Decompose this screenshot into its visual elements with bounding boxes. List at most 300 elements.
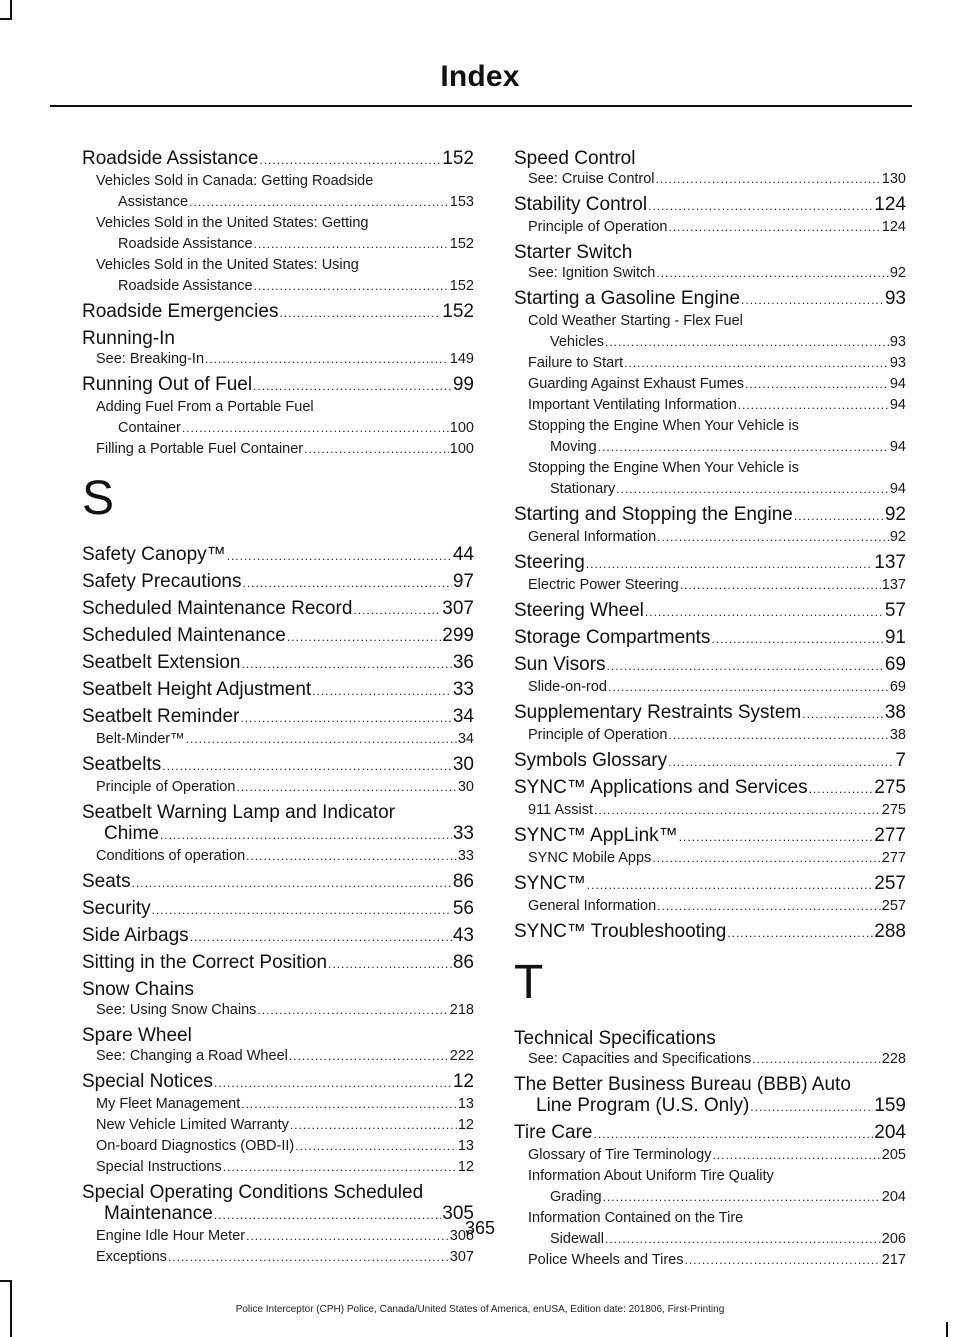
index-line xyxy=(514,1122,906,1145)
index-subentry[interactable] xyxy=(514,896,906,917)
index-line xyxy=(96,1136,474,1157)
page-ref: 205 xyxy=(881,1147,906,1163)
entry-text: Running Out of Fuel xyxy=(82,374,253,395)
index-subentry[interactable] xyxy=(514,374,906,395)
index-line xyxy=(528,1187,906,1208)
page-ref: 275 xyxy=(881,802,906,818)
entry-text: Special Notices xyxy=(82,1071,213,1092)
index-subentry[interactable] xyxy=(82,397,474,439)
index-line xyxy=(82,898,474,921)
page-ref: 92 xyxy=(884,504,906,525)
index-line xyxy=(82,925,474,948)
entry-text: Stability Control xyxy=(514,194,648,215)
leader-dots xyxy=(223,1157,457,1178)
page-ref: 36 xyxy=(452,652,474,673)
index-line xyxy=(514,627,906,650)
index-line xyxy=(528,263,906,284)
leader-dots xyxy=(254,234,449,255)
crop-mark xyxy=(0,18,12,20)
entry-text: Technical Specifications xyxy=(514,1028,716,1049)
leader-dots xyxy=(242,573,451,594)
entry-text: Scheduled Maintenance Record xyxy=(82,598,353,619)
page-ref: 277 xyxy=(874,825,906,846)
index-entry[interactable] xyxy=(82,328,474,349)
leader-dots xyxy=(189,192,449,213)
entry-text: Special Instructions xyxy=(96,1159,222,1175)
index-line xyxy=(528,169,906,190)
leader-dots xyxy=(752,1049,881,1070)
leader-dots xyxy=(603,1187,881,1208)
index-entry[interactable] xyxy=(82,625,474,648)
page-ref: 86 xyxy=(452,871,474,892)
entry-text: Sitting in the Correct Position xyxy=(82,952,328,973)
index-subentry[interactable] xyxy=(514,217,906,238)
index-line xyxy=(96,439,474,460)
index-entry[interactable] xyxy=(82,652,474,675)
index-entry[interactable] xyxy=(514,242,906,263)
leader-dots xyxy=(593,1124,873,1145)
entry-text: Special Operating Conditions Scheduled xyxy=(82,1182,424,1203)
page-ref: 86 xyxy=(452,952,474,973)
entry-text: Supplementary Restraints System xyxy=(514,702,802,723)
entry-text: Conditions of operation xyxy=(96,848,246,864)
entry-text: Engine Idle Hour Meter xyxy=(96,1228,246,1244)
leader-dots xyxy=(304,439,449,460)
page-ref: 94 xyxy=(889,481,906,497)
entry-text: Speed Control xyxy=(514,148,636,169)
page-ref: 99 xyxy=(452,374,474,395)
index-subentry[interactable] xyxy=(82,439,474,460)
entry-text: Exceptions xyxy=(96,1249,167,1265)
index-line xyxy=(96,349,474,370)
leader-dots xyxy=(257,1000,448,1021)
index-subentry[interactable] xyxy=(514,677,906,698)
leader-dots xyxy=(657,527,889,548)
index-subentry[interactable] xyxy=(82,1157,474,1178)
index-subentry[interactable] xyxy=(514,575,906,596)
index-subentry[interactable] xyxy=(514,1145,906,1166)
index-line xyxy=(528,896,906,917)
page-ref: 149 xyxy=(449,351,474,367)
leader-dots xyxy=(657,896,881,917)
page-ref: 30 xyxy=(452,754,474,775)
index-line xyxy=(96,1115,474,1136)
page-ref: 222 xyxy=(449,1048,474,1064)
index-line xyxy=(514,288,906,311)
index-entry[interactable] xyxy=(82,925,474,948)
entry-text: SYNC Mobile Apps xyxy=(528,850,652,866)
index-line xyxy=(528,332,906,353)
index-line xyxy=(82,1071,474,1094)
page-ref: 288 xyxy=(874,921,906,942)
index-line xyxy=(514,750,906,773)
entry-text: Seats xyxy=(82,871,131,892)
page-ref: 94 xyxy=(889,397,906,413)
entry-text: Roadside Emergencies xyxy=(82,301,279,322)
leader-dots xyxy=(745,374,889,395)
index-subentry[interactable] xyxy=(514,1250,906,1271)
entry-text: Seatbelt Extension xyxy=(82,652,241,673)
page-ref: 92 xyxy=(889,265,906,281)
page-ref: 44 xyxy=(452,544,474,565)
leader-dots xyxy=(648,196,873,217)
entry-text: Snow Chains xyxy=(82,979,194,1000)
entry-text: New Vehicle Limited Warranty xyxy=(96,1117,289,1133)
index-line xyxy=(82,652,474,675)
leader-dots xyxy=(645,602,884,623)
index-entry[interactable] xyxy=(514,627,906,650)
leader-dots xyxy=(794,506,884,527)
entry-text: See: Capacities and Specifications xyxy=(528,1051,752,1067)
entry-text: Assistance xyxy=(118,194,189,210)
index-subentry[interactable] xyxy=(82,1046,474,1067)
leader-dots xyxy=(668,217,880,238)
entry-text: Steering xyxy=(514,552,585,573)
index-subentry[interactable] xyxy=(82,1136,474,1157)
index-subentry[interactable] xyxy=(82,729,474,750)
page-ref: 305 xyxy=(442,1203,474,1224)
entry-text: Starter Switch xyxy=(514,242,633,263)
entry-text: Roadside Assistance xyxy=(118,278,253,294)
index-line xyxy=(514,777,906,800)
index-line xyxy=(528,575,906,596)
index-line xyxy=(82,706,474,729)
index-entry[interactable] xyxy=(82,871,474,894)
index-entry[interactable] xyxy=(514,1028,906,1049)
page-ref: 30 xyxy=(457,779,474,795)
entry-text: See: Changing a Road Wheel xyxy=(96,1048,288,1064)
leader-dots xyxy=(162,756,452,777)
entry-text: Safety Precautions xyxy=(82,571,242,592)
entry-text: Spare Wheel xyxy=(82,1025,192,1046)
page-ref: 152 xyxy=(442,301,474,322)
index-entry[interactable] xyxy=(82,374,474,397)
page-ref: 206 xyxy=(881,1231,906,1247)
leader-dots xyxy=(160,825,452,846)
page-ref: 124 xyxy=(881,219,906,235)
page-ref: 33 xyxy=(457,848,474,864)
leader-dots xyxy=(132,873,452,894)
leader-dots xyxy=(685,1250,881,1271)
leader-dots xyxy=(605,332,889,353)
footer-edition: Police Interceptor (CPH) Police, Canada/United States of America, enUSA, Edition date: 201806, First-Printing xyxy=(235,1304,725,1315)
page-ref: 124 xyxy=(874,194,906,215)
index-line xyxy=(514,1095,906,1118)
leader-dots xyxy=(668,752,894,773)
index-subentry[interactable] xyxy=(514,311,906,353)
entry-text: Vehicles Sold in the United States: Using xyxy=(96,257,359,273)
index-line xyxy=(96,1094,474,1115)
index-line xyxy=(96,234,474,255)
index-entry[interactable] xyxy=(514,504,906,527)
index-subentry[interactable] xyxy=(514,353,906,374)
page-ref: 34 xyxy=(457,731,474,747)
index-entry[interactable] xyxy=(82,754,474,777)
page-ref: 228 xyxy=(881,1051,906,1067)
entry-text: See: Breaking-In xyxy=(96,351,205,367)
index-subentry[interactable] xyxy=(514,1166,906,1208)
entry-text: Storage Compartments xyxy=(514,627,711,648)
index-entry[interactable] xyxy=(82,679,474,702)
index-entry[interactable] xyxy=(82,1025,474,1046)
entry-text: Police Wheels and Tires xyxy=(528,1252,684,1268)
index-subentry[interactable] xyxy=(82,349,474,370)
section-letter: T xyxy=(514,956,544,1009)
index-entry[interactable] xyxy=(514,288,906,311)
page-ref: 153 xyxy=(449,194,474,210)
index-subentry[interactable] xyxy=(514,725,906,746)
index-entry[interactable] xyxy=(514,148,906,169)
index-entry[interactable] xyxy=(82,1071,474,1094)
leader-dots xyxy=(246,846,457,867)
index-entry[interactable] xyxy=(82,148,474,171)
index-subentry[interactable] xyxy=(514,263,906,284)
entry-text: SYNC™ Applications and Services xyxy=(514,777,808,798)
index-line xyxy=(82,598,474,621)
index-line xyxy=(96,418,474,439)
index-line xyxy=(82,871,474,894)
leader-dots xyxy=(598,437,889,458)
entry-text: Information About Uniform Tire Quality xyxy=(528,1168,774,1184)
leader-dots xyxy=(594,800,881,821)
index-entry[interactable] xyxy=(514,552,906,575)
leader-dots xyxy=(186,729,457,750)
index-subentry[interactable] xyxy=(82,1094,474,1115)
page-ref: 93 xyxy=(884,288,906,309)
index-entry[interactable] xyxy=(82,952,474,975)
entry-text: Cold Weather Starting - Flex Fuel xyxy=(528,313,743,329)
entry-text: Safety Canopy™ xyxy=(82,544,226,565)
entry-text: SYNC™ AppLink™ xyxy=(514,825,678,846)
leader-dots xyxy=(607,656,884,677)
entry-text: Steering Wheel xyxy=(514,600,644,621)
entry-text: Sun Visors xyxy=(514,654,606,675)
entry-text: Adding Fuel From a Portable Fuel xyxy=(96,399,314,415)
index-line xyxy=(528,353,906,374)
entry-text: Stopping the Engine When Your Vehicle is xyxy=(528,460,799,476)
entry-text: My Fleet Management xyxy=(96,1096,241,1112)
entry-text: Vehicles Sold in Canada: Getting Roadside xyxy=(96,173,374,189)
index-subentry[interactable] xyxy=(82,213,474,255)
leader-dots xyxy=(586,554,874,575)
page-ref: 307 xyxy=(449,1249,474,1265)
index-subentry[interactable] xyxy=(514,169,906,190)
leader-dots xyxy=(312,681,452,702)
index-subentry[interactable] xyxy=(82,255,474,297)
index-entry[interactable] xyxy=(514,194,906,217)
index-subentry[interactable] xyxy=(514,527,906,548)
index-line xyxy=(82,301,474,324)
leader-dots xyxy=(190,927,452,948)
leader-dots xyxy=(680,575,881,596)
index-line xyxy=(514,921,906,944)
entry-text: Slide-on-rod xyxy=(528,679,607,695)
index-subentry[interactable] xyxy=(514,1049,906,1070)
index-entry[interactable] xyxy=(514,921,906,944)
index-subentry[interactable] xyxy=(514,395,906,416)
index-line xyxy=(96,276,474,297)
index-subentry[interactable] xyxy=(82,777,474,798)
leader-dots xyxy=(227,546,452,567)
index-entry[interactable] xyxy=(82,598,474,621)
page-ref: 34 xyxy=(452,706,474,727)
index-entry[interactable] xyxy=(514,1074,906,1118)
index-line xyxy=(528,1250,906,1271)
index-line xyxy=(96,1247,474,1268)
leader-dots xyxy=(652,848,880,869)
entry-text: Container xyxy=(118,420,181,436)
entry-text: See: Using Snow Chains xyxy=(96,1002,257,1018)
page-ref: 152 xyxy=(442,148,474,169)
index-line xyxy=(82,571,474,594)
entry-text: Side Airbags xyxy=(82,925,189,946)
index-entry[interactable] xyxy=(514,777,906,800)
index-entry[interactable] xyxy=(82,706,474,729)
entry-text: Glossary of Tire Terminology xyxy=(528,1147,712,1163)
entry-text: The Better Business Bureau (BBB) Auto xyxy=(514,1074,851,1095)
entry-text: Seatbelt Height Adjustment xyxy=(82,679,312,700)
index-column-left xyxy=(82,148,474,1268)
index-subentry[interactable] xyxy=(82,1000,474,1021)
page-ref: 306 xyxy=(449,1228,474,1244)
index-line xyxy=(514,825,906,848)
page-ref: 152 xyxy=(449,278,474,294)
entry-text: Belt-Minder™ xyxy=(96,731,185,747)
index-entry[interactable] xyxy=(82,544,474,567)
index-subentry[interactable] xyxy=(82,1247,474,1268)
leader-dots xyxy=(741,290,884,311)
page-ref: 277 xyxy=(881,850,906,866)
entry-text: Symbols Glossary xyxy=(514,750,668,771)
leader-dots xyxy=(253,376,452,397)
leader-dots xyxy=(287,627,441,648)
leader-dots xyxy=(711,629,883,650)
index-entry[interactable] xyxy=(82,898,474,921)
leader-dots xyxy=(290,1115,457,1136)
index-line xyxy=(82,952,474,975)
index-subentry[interactable] xyxy=(514,848,906,869)
entry-text: Chime xyxy=(104,823,159,844)
page-ref: 152 xyxy=(449,236,474,252)
index-entry[interactable] xyxy=(514,600,906,623)
crop-mark xyxy=(946,1322,948,1337)
entry-text: Sidewall xyxy=(550,1231,604,1247)
index-line xyxy=(82,374,474,397)
entry-text: Principle of Operation xyxy=(96,779,236,795)
leader-dots xyxy=(182,418,449,439)
index-entry[interactable] xyxy=(514,825,906,848)
entry-text: SYNC™ Troubleshooting xyxy=(514,921,727,942)
index-subentry[interactable] xyxy=(82,846,474,867)
page-ref: 43 xyxy=(452,925,474,946)
page-ref: 204 xyxy=(881,1189,906,1205)
entry-text: Vehicles xyxy=(550,334,605,350)
index-line xyxy=(514,702,906,725)
page-ref: 33 xyxy=(452,823,474,844)
entry-text: Filling a Portable Fuel Container xyxy=(96,441,304,457)
index-line xyxy=(96,846,474,867)
page-ref: 12 xyxy=(457,1117,474,1133)
leader-dots xyxy=(668,725,888,746)
entry-text: Moving xyxy=(550,439,597,455)
page-ref: 100 xyxy=(449,420,474,436)
index-line xyxy=(96,1046,474,1067)
entry-text: Security xyxy=(82,898,151,919)
index-line xyxy=(82,544,474,567)
leader-dots xyxy=(656,263,889,284)
leader-dots xyxy=(587,875,874,896)
index-entry[interactable] xyxy=(82,571,474,594)
index-entry[interactable] xyxy=(514,1122,906,1145)
entry-text: General Information xyxy=(528,529,657,545)
page-ref: 204 xyxy=(874,1122,906,1143)
index-entry[interactable] xyxy=(82,802,474,846)
index-line xyxy=(82,625,474,648)
index-line xyxy=(82,679,474,702)
leader-dots xyxy=(679,827,874,848)
index-entry[interactable] xyxy=(514,654,906,677)
leader-dots xyxy=(712,1145,880,1166)
index-subentry[interactable] xyxy=(514,416,906,458)
page-title: Index xyxy=(440,60,520,93)
page-ref: 93 xyxy=(889,355,906,371)
index-subentry[interactable] xyxy=(82,171,474,213)
page-ref: 257 xyxy=(874,873,906,894)
page-ref: 57 xyxy=(884,600,906,621)
entry-text: See: Cruise Control xyxy=(528,171,655,187)
index-entry[interactable] xyxy=(82,301,474,324)
entry-text: Roadside Assistance xyxy=(118,236,253,252)
page-ref: 13 xyxy=(457,1096,474,1112)
index-subentry[interactable] xyxy=(82,1115,474,1136)
index-line xyxy=(514,600,906,623)
leader-dots xyxy=(236,777,456,798)
entry-text: Starting a Gasoline Engine xyxy=(514,288,741,309)
crop-mark xyxy=(10,0,12,20)
entry-text: Grading xyxy=(550,1189,602,1205)
page-ref: 137 xyxy=(874,552,906,573)
index-line xyxy=(528,395,906,416)
index-entry[interactable] xyxy=(514,750,906,773)
index-entry[interactable] xyxy=(514,873,906,896)
index-entry[interactable] xyxy=(514,702,906,725)
leader-dots xyxy=(254,276,449,297)
page-ref: 38 xyxy=(884,702,906,723)
index-line xyxy=(514,654,906,677)
index-subentry[interactable] xyxy=(514,800,906,821)
entry-text: SYNC™ xyxy=(514,873,586,894)
page-ref: 38 xyxy=(889,727,906,743)
entry-text: Scheduled Maintenance xyxy=(82,625,286,646)
index-subentry[interactable] xyxy=(514,458,906,500)
index-line xyxy=(514,194,906,217)
index-line xyxy=(528,527,906,548)
entry-text: Vehicles Sold in the United States: Getting xyxy=(96,215,369,231)
leader-dots xyxy=(616,479,889,500)
leader-dots xyxy=(328,954,452,975)
leader-dots xyxy=(241,654,451,675)
page-ref: 307 xyxy=(442,598,474,619)
index-line xyxy=(528,479,906,500)
page-ref: 218 xyxy=(449,1002,474,1018)
leader-dots xyxy=(624,353,889,374)
index-entry[interactable] xyxy=(82,979,474,1000)
leader-dots xyxy=(214,1073,452,1094)
leader-dots xyxy=(727,923,873,944)
entry-text: Running-In xyxy=(82,328,175,349)
leader-dots xyxy=(738,395,889,416)
index-line xyxy=(528,725,906,746)
